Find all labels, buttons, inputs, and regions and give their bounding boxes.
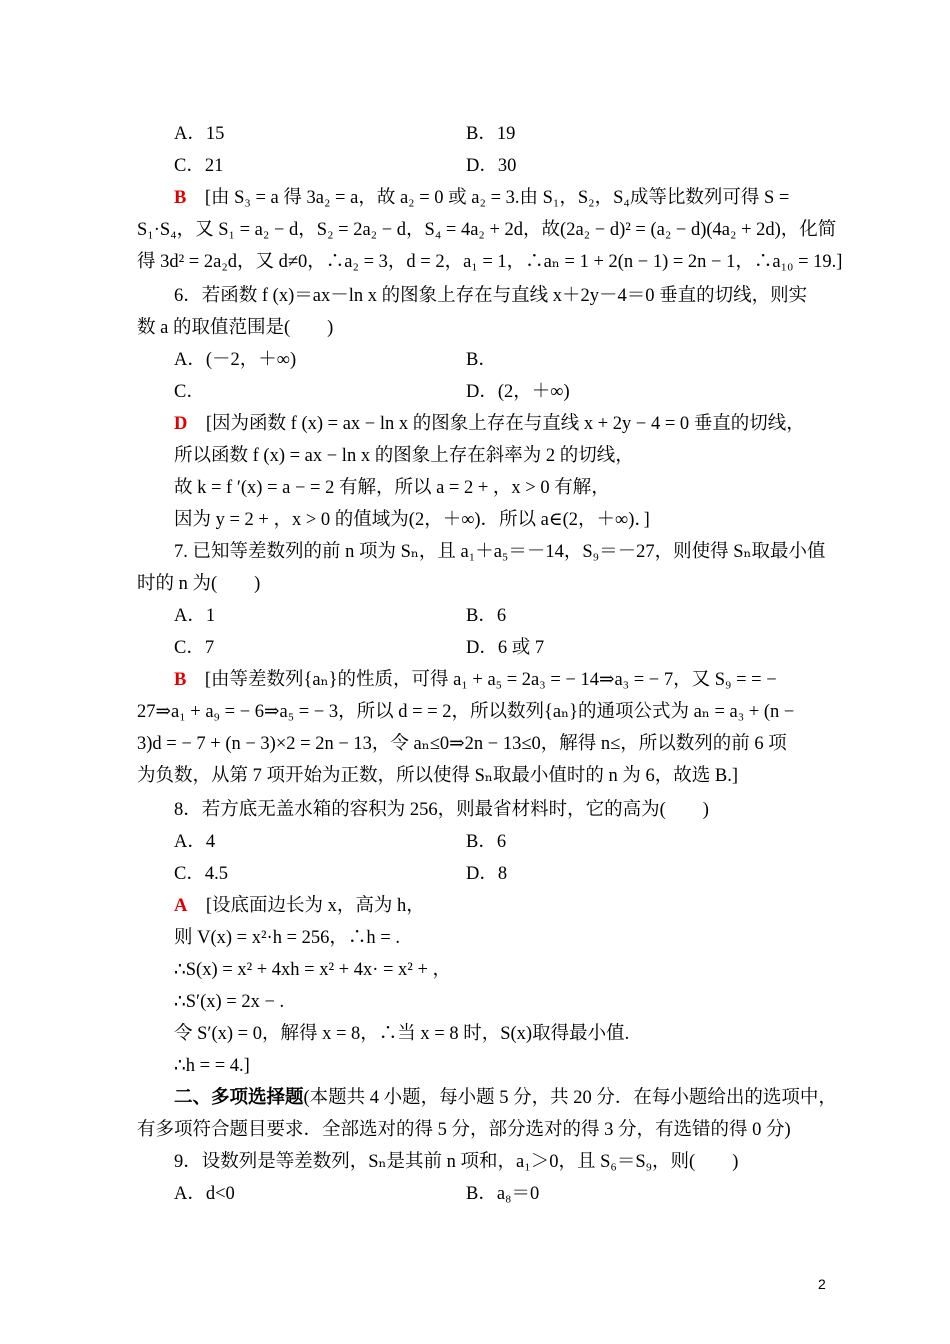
line-text: 令 S′(x) = 0，解得 x = 8，∴当 x = 8 时，S(x)取得最小值. — [174, 1024, 630, 1044]
line-text: 8．若方底无盖水箱的容积为 256，则最省材料时，它的高为( ) — [174, 800, 709, 820]
line-text: A．4 — [174, 832, 216, 852]
line-text: 3)d = − 7 + (n − 3)×2 = 2n − 13，令 aₙ≤0⇒2n − 13≤0，解得 n≤，所以数列的前 6 项 — [137, 734, 787, 754]
line-text: B． — [466, 350, 497, 370]
text-line — [137, 218, 836, 242]
line-text: C．7 — [174, 638, 215, 658]
text-line — [174, 1022, 629, 1046]
line-text: 27⇒a₁ + a₉ = − 6⇒a₅ = − 3，所以 d = = 2，所以数列{aₙ}的通项公式为 aₙ = a₃ + (n − — [137, 702, 795, 722]
text-line — [174, 508, 650, 532]
line-text: D．30 — [466, 156, 517, 176]
line-text: ∴S′(x) = 2x − . — [174, 992, 285, 1012]
answer-letter: B — [174, 670, 187, 690]
text-line — [174, 798, 709, 822]
line-text: A．(－2，＋∞) — [174, 350, 297, 370]
text-line — [174, 862, 228, 886]
text-line — [466, 154, 516, 178]
line-text: 6．若函数 f (x)＝ax－ln x 的图象上存在与直线 x＋2y－4＝0 垂直的切线，则实 — [174, 286, 808, 306]
line-text: 得 3d² = 2a₂d，又 d≠0，∴a₂ = 3，d = 2，a₁ = 1，∴aₙ = 1 + 2(n − 1) = 2n − 1，∴a₁₀ = 19.] — [137, 252, 843, 272]
text-line — [174, 1086, 837, 1110]
text-line — [174, 348, 296, 372]
line-text: [设底面边长为 x，高为 h， — [187, 896, 425, 916]
line-text: B．6 — [466, 832, 507, 852]
line-text: C．21 — [174, 156, 224, 176]
text-line — [137, 572, 260, 596]
text-line — [174, 668, 777, 692]
text-line — [466, 380, 570, 404]
line-text: B．a₈＝0 — [466, 1184, 540, 1204]
page-number: 2 — [818, 1276, 826, 1292]
line-text: D．6 或 7 — [466, 638, 545, 658]
text-line — [137, 700, 794, 724]
text-line — [174, 444, 634, 468]
text-line — [174, 1150, 738, 1174]
text-line — [174, 990, 284, 1014]
text-line — [174, 1182, 235, 1206]
section-heading: 二、多项选择题 — [174, 1088, 304, 1108]
line-text: [因为函数 f (x) = ax − ln x 的图象上存在与直线 x + 2y − 4 = 0 垂直的切线， — [187, 414, 805, 434]
text-line — [174, 926, 400, 950]
line-text: D．8 — [466, 864, 508, 884]
text-line — [137, 316, 333, 340]
text-line — [137, 250, 842, 274]
text-line — [466, 862, 507, 886]
text-line — [137, 764, 738, 788]
text-line — [174, 122, 224, 146]
line-text: 数 a 的取值范围是( ) — [137, 318, 334, 338]
text-line — [174, 636, 214, 660]
line-text: C． — [174, 382, 205, 402]
text-line — [174, 476, 610, 500]
text-line — [466, 122, 515, 146]
line-text: ∴S(x) = x² + 4xh = x² + 4x· = x² + ， — [174, 960, 452, 980]
text-line — [137, 732, 787, 756]
text-line — [174, 604, 215, 628]
line-text: 为负数，从第 7 项开始为正数，所以使得 Sₙ取最小值时的 n 为 6，故选 B.] — [137, 766, 739, 786]
text-line — [466, 830, 506, 854]
line-text: A．d<0 — [174, 1184, 235, 1204]
answer-letter: B — [174, 188, 187, 208]
line-text: 故 k = f ′(x) = a − = 2 有解，所以 a = 2 + ，x > 0 有解， — [174, 478, 610, 498]
line-text: S₁·S₄，又 S₁ = a₂ − d，S₂ = 2a₂ − d，S₄ = 4a₂ + 2d，故(2a₂ − d)² = (a₂ − d)(4a₂ + 2d)，化简 — [137, 220, 837, 240]
line-text: D．(2，＋∞) — [466, 382, 570, 402]
line-text: ∴h = = 4.] — [174, 1056, 250, 1076]
text-line — [174, 186, 789, 210]
line-text: [由等差数列{aₙ}的性质，可得 a₁ + a₅ = 2a₃ = − 14⇒a₃ = − 7，又 S₉ = = − — [186, 670, 777, 690]
text-line — [137, 1118, 791, 1142]
text-line — [174, 894, 425, 918]
line-text: 9．设数列是等差数列，Sₙ是其前 n 项和，a₁＞0，且 S₆＝S₉，则( ) — [174, 1152, 739, 1172]
line-text: 所以函数 f (x) = ax − ln x 的图象上存在斜率为 2 的切线， — [174, 446, 634, 466]
text-line — [174, 412, 805, 436]
line-text: [由 S₃ = a 得 3a₂ = a，故 a₂ = 0 或 a₂ = 3.由 S₁，S₂，S₄成等比数列可得 S = — [186, 188, 790, 208]
text-line — [174, 830, 215, 854]
text-line — [466, 604, 506, 628]
line-text: A．15 — [174, 124, 225, 144]
line-text: C．4.5 — [174, 864, 228, 884]
text-line — [466, 1182, 539, 1206]
line-text: 因为 y = 2 + ，x > 0 的值域为(2，＋∞)．所以 a∈(2，＋∞)．] — [174, 510, 650, 530]
line-text: A．1 — [174, 606, 216, 626]
text-line — [174, 1054, 250, 1078]
answer-letter: A — [174, 896, 188, 916]
text-line — [466, 636, 544, 660]
text-line — [174, 958, 451, 982]
line-text: 有多项符合题目要求．全部选对的得 5 分，部分选对的得 3 分，有选错的得 0 分) — [137, 1120, 791, 1140]
answer-letter: D — [174, 414, 188, 434]
text-line — [174, 284, 807, 308]
text-line — [466, 348, 497, 372]
line-text: 则 V(x) = x²·h = 256，∴h = . — [174, 928, 400, 948]
line-text: B．6 — [466, 606, 507, 626]
text-line — [174, 154, 223, 178]
line-text: 7. 已知等差数列的前 n 项为 Sₙ，且 a₁＋a₅＝－14，S₉＝－27，则使得 Sₙ取最小值 — [174, 542, 826, 562]
text-line — [174, 380, 205, 404]
line-text: B．19 — [466, 124, 516, 144]
line-text: (本题共 4 小题，每小题 5 分，共 20 分．在每小题给出的选项中， — [303, 1088, 837, 1108]
text-line — [174, 540, 826, 564]
line-text: 时的 n 为( ) — [137, 574, 261, 594]
